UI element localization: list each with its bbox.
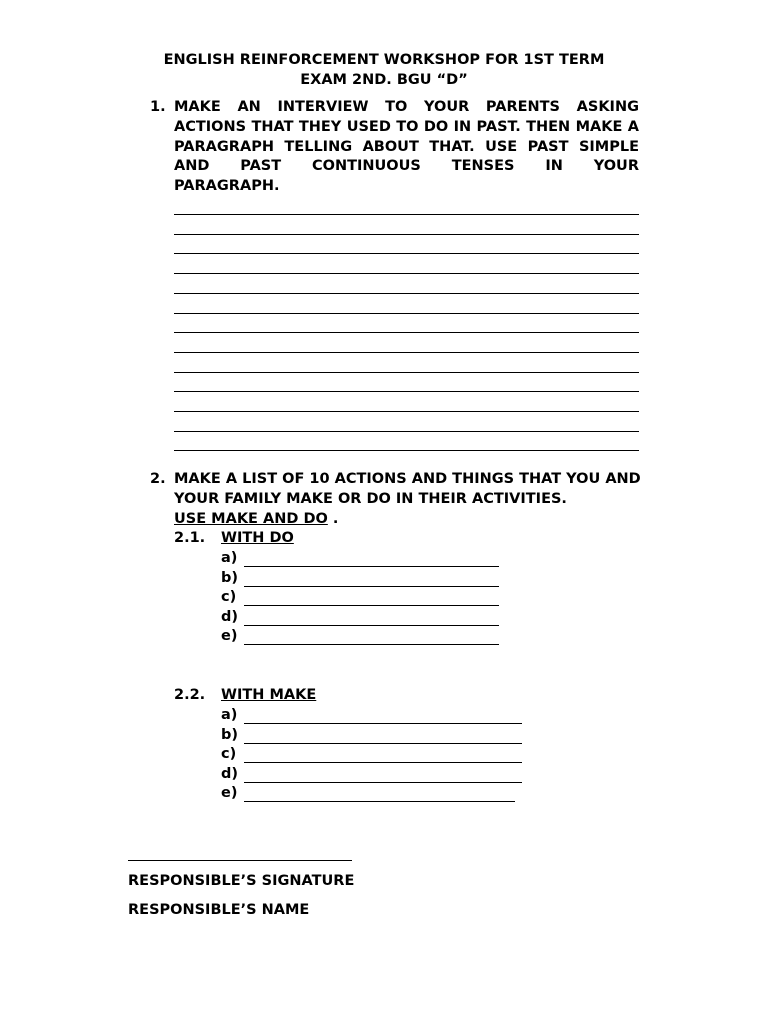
question-1-text-main: MAKE AN INTERVIEW TO YOUR PARENTS ASKING ACTIONS THAT THEY USED TO DO IN PAST. THEN MAKE A PARAGRAPH TELLING ABOUT THAT. USE PAST SIMPLE AND PAST CONTINUOUS TENSES IN YOUR (174, 99, 639, 175)
do-answer-line (244, 586, 499, 587)
do-item-label: e) (221, 628, 238, 645)
question-2-instruction: USE MAKE AND DO (174, 510, 328, 527)
question-1-number: 1. (150, 99, 166, 115)
answer-line (174, 214, 639, 215)
do-answer-line (244, 625, 499, 626)
answer-line (174, 411, 639, 412)
make-item-label: b) (221, 726, 239, 743)
question-2-instruction-end: . (327, 510, 339, 527)
subsection-2-1-number: 2.1. (174, 530, 206, 546)
answer-line (174, 253, 639, 254)
make-answer-line (244, 782, 522, 783)
make-answer-line (244, 801, 515, 802)
do-item-label: a) (221, 550, 238, 566)
subsection-2-2 (174, 687, 316, 703)
answer-line (174, 372, 639, 373)
make-item-label: e) (221, 785, 238, 802)
make-answer-line (244, 723, 522, 724)
answer-line (174, 431, 639, 432)
do-answer-line (244, 566, 499, 567)
subsection-2-1-label: WITH DO (221, 530, 294, 546)
make-item-label: c) (221, 746, 237, 763)
make-answer-line (244, 762, 522, 763)
question-2-text (174, 470, 644, 529)
answer-line (174, 234, 639, 235)
answer-line (174, 391, 639, 392)
do-answer-line (244, 644, 499, 645)
signature-line (128, 860, 352, 861)
question-1-text-last: PARAGRAPH. (174, 178, 280, 195)
do-answer-line (244, 605, 499, 606)
answer-line (174, 293, 639, 294)
make-item-label: a) (221, 707, 238, 723)
answer-line (174, 332, 639, 333)
question-1-text (174, 98, 639, 197)
signature-label: RESPONSIBLE’S SIGNATURE (128, 873, 355, 889)
answer-line (174, 313, 639, 314)
worksheet-subtitle: EXAM 2ND. BGU “D” (300, 72, 468, 88)
make-item-label: d) (221, 765, 239, 782)
question-2-number: 2. (150, 471, 166, 487)
do-item-label: b) (221, 569, 239, 586)
answer-line (174, 352, 639, 353)
name-label: RESPONSIBLE’S NAME (128, 902, 310, 918)
make-answer-line (244, 743, 522, 744)
do-item-label: d) (221, 608, 239, 625)
question-2-text-main: MAKE A LIST OF 10 ACTIONS AND THINGS THAT YOU AND YOUR FAMILY MAKE OR DO IN THEIR ACTIVITIES. (174, 471, 641, 507)
answer-line (174, 273, 639, 274)
subsection-2-2-label: WITH MAKE (221, 687, 317, 703)
answer-line (174, 450, 639, 451)
worksheet-title: ENGLISH REINFORCEMENT WORKSHOP FOR 1ST TERM (163, 52, 605, 68)
subsection-2-2-number: 2.2. (174, 687, 206, 703)
subsection-2-1 (174, 530, 294, 546)
do-item-label: c) (221, 589, 237, 606)
